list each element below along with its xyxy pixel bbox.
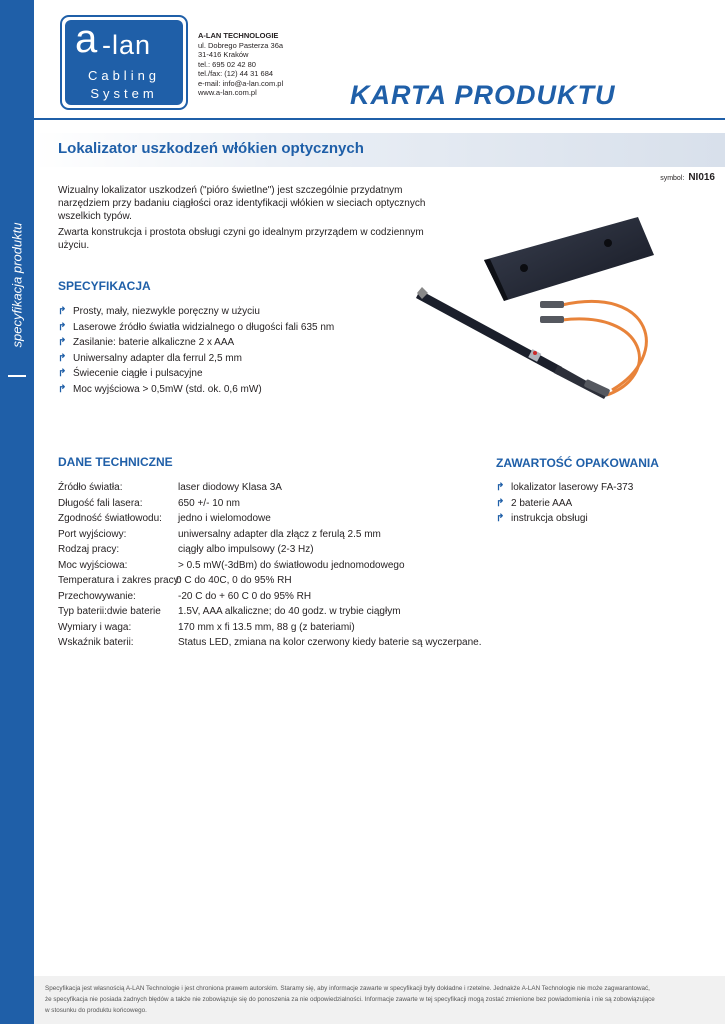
- spec-item-text: Uniwersalny adapter dla ferrul 2,5 mm: [73, 352, 242, 364]
- company-city: 31-416 Kraków: [198, 50, 249, 59]
- description-paragraph-1: Wizualny lokalizator uszkodzeń ("pióro świetlne") jest szczególnie przydatnym narzędziem przy badaniu ciągłości oraz identyfikacji włókien w sieciach optycznych wszelkich typów.: [58, 185, 426, 222]
- company-phone: tel.: 695 02 42 80: [198, 59, 256, 69]
- legal-footer: [45, 983, 705, 1016]
- bullet-arrow-icon: ↱: [58, 321, 67, 333]
- carrying-case: [484, 217, 654, 301]
- tech-heading: DANE TECHNICZNE: [58, 455, 173, 469]
- tech-row-value: 170 mm x fi 13.5 mm, 88 g (z bateriami): [178, 621, 355, 633]
- description-paragraph-2: Zwarta konstrukcja i prostota obsługi czyni go idealnym przyrządem w codziennym użyciu.: [58, 227, 424, 251]
- tech-row: [58, 511, 481, 527]
- tech-row-label: Moc wyjściowa:: [58, 559, 128, 571]
- tech-row: [58, 558, 481, 574]
- package-item-text: lokalizator laserowy FA-373: [511, 482, 634, 493]
- spec-item: [58, 335, 334, 351]
- symbol-label: symbol:: [660, 175, 685, 182]
- tech-row: [58, 635, 481, 651]
- spec-item-text: Laserowe źródło światła widzialnego o długości fali 635 nm: [73, 321, 335, 333]
- package-item: [496, 480, 633, 496]
- tech-row-label: Zgodność światłowodu:: [58, 513, 162, 524]
- tech-row-label: Źródło światła:: [58, 482, 123, 493]
- spec-item-text: Zasilanie: baterie alkaliczne 2 x AAA: [73, 337, 235, 348]
- tech-row-value: 650 +/- 10 nm: [178, 497, 240, 509]
- logo-wordmark: -lan: [102, 30, 152, 60]
- spec-item: [58, 382, 334, 398]
- tech-row-label: Wskaźnik baterii:: [58, 637, 134, 648]
- tech-row: [58, 542, 481, 558]
- spec-item: [58, 304, 334, 320]
- tech-row-label: Rodzaj pracy:: [58, 544, 120, 555]
- spec-list: [58, 304, 334, 397]
- tech-row-value: ciągły albo impulsowy (2-3 Hz): [178, 544, 314, 555]
- company-fax: tel./fax: (12) 44 31 684: [198, 69, 274, 78]
- spec-item-text: Moc wyjściowa > 0,5mW (std. ok. 0,6 mW): [73, 383, 262, 395]
- tech-row-value: uniwersalny adapter dla złącz z ferulą 2.5 mm: [178, 528, 381, 540]
- tech-row: [58, 496, 481, 512]
- product-title: Lokalizator uszkodzeń włókien optycznych: [58, 140, 364, 157]
- spec-item-text: Świecenie ciągłe i pulsacyjne: [73, 368, 203, 379]
- spec-heading: SPECYFIKACJA: [58, 279, 151, 293]
- tech-row: [58, 480, 481, 496]
- symbol-value: NI016: [688, 172, 715, 183]
- logo-tagline-2: System: [90, 86, 158, 101]
- sidebar-label: [5, 205, 29, 365]
- package-item: [496, 511, 633, 527]
- footer-line-1: Specyfikacja jest własnością A-LAN Technologie i jest chroniona prawem autorskim. Staramy się, aby informacje zawarte w specyfikacji były dokładne i rzetelne. Jednakże A-LAN Technologie nie może zagwarantować,: [45, 985, 650, 992]
- tech-row-label: Wymiary i waga:: [58, 621, 132, 633]
- tech-row-value: 0 C do 40C, 0 do 95% RH: [176, 575, 292, 586]
- package-item-text: 2 baterie AAA: [511, 497, 573, 509]
- laser-pen: [416, 287, 608, 399]
- company-website[interactable]: www.a-lan.com.pl: [198, 88, 257, 97]
- tech-row: [58, 604, 481, 620]
- tech-row: [58, 620, 481, 636]
- company-address: [198, 31, 283, 98]
- logo-panel: [65, 17, 183, 105]
- tech-row-label: Port wyjściowy:: [58, 528, 127, 540]
- tech-row-value: 1.5V, AAA alkaliczne; do 40 godz. w trybie ciągłym: [178, 606, 401, 617]
- sidebar-label-text: specyfikacja produktu: [9, 222, 25, 348]
- package-item: [496, 496, 633, 512]
- package-list: [496, 480, 633, 527]
- bullet-arrow-icon: ↱: [58, 306, 67, 317]
- logo-tagline-1: Cabling: [87, 68, 161, 83]
- company-logo: [60, 15, 188, 110]
- product-symbol: [660, 172, 715, 183]
- tech-row-value: Status LED, zmiana na kolor czerwony kiedy baterie są wyczerpane.: [178, 637, 482, 648]
- tech-row-label: Przechowywanie:: [58, 590, 136, 602]
- tech-row-value: > 0.5 mW(-3dBm) do światłowodu jednomodowego: [178, 559, 405, 571]
- bullet-arrow-icon: ↱: [58, 383, 67, 395]
- bullet-arrow-icon: ↱: [496, 497, 505, 509]
- spec-item: [58, 320, 334, 336]
- bullet-arrow-icon: ↱: [58, 368, 67, 379]
- tech-row-value: jedno i wielomodowe: [178, 513, 271, 524]
- bullet-arrow-icon: ↱: [58, 352, 67, 364]
- document-title: KARTA PRODUKTU: [350, 80, 616, 110]
- logo-letter: a: [75, 17, 98, 61]
- tech-row-value: laser diodowy Klasa 3A: [178, 482, 282, 493]
- sidebar: [0, 0, 34, 1024]
- package-item-text: instrukcja obsługi: [511, 513, 588, 524]
- bullet-arrow-icon: ↱: [496, 513, 505, 524]
- tech-row-label: Typ baterii:dwie baterie: [58, 606, 161, 617]
- tech-row-value: -20 C do + 60 C 0 do 95% RH: [178, 590, 312, 602]
- header-divider: [34, 118, 725, 120]
- product-description: [58, 184, 448, 255]
- company-name: A-LAN TECHNOLOGIE: [198, 31, 279, 40]
- spec-item: [58, 351, 334, 367]
- tech-row: [58, 573, 481, 589]
- tech-row: [58, 527, 481, 543]
- spec-item: [58, 366, 334, 382]
- footer-line-3: w stosunku do produktu końcowego.: [45, 1007, 147, 1014]
- bullet-arrow-icon: ↱: [496, 482, 505, 493]
- tech-row: [58, 589, 481, 605]
- footer-line-2: że specyfikacja nie posiada żadnych błędów a także nie zobowiązuje się do ponoszenia za nie odpowiedzialności. Informacje zawarte w tej specyfikacji mogą zostać zmienione bez powiadomienia i nie są zobowiązujące: [45, 996, 655, 1003]
- tech-table: [58, 480, 481, 651]
- product-photo: [412, 215, 662, 410]
- tech-row-label: Długość fali lasera:: [58, 497, 143, 509]
- company-street: ul. Dobrego Pasterza 36a: [198, 40, 284, 50]
- package-heading: ZAWARTOŚĆ OPAKOWANIA: [496, 456, 659, 470]
- spec-item-text: Prosty, mały, niezwykle poręczny w użyciu: [73, 306, 260, 317]
- tech-row-label: Temperatura i zakres pracy:: [58, 575, 182, 586]
- company-email[interactable]: e-mail: info@a-lan.com.pl: [198, 78, 284, 88]
- sidebar-divider: [8, 375, 26, 377]
- bullet-arrow-icon: ↱: [58, 337, 67, 348]
